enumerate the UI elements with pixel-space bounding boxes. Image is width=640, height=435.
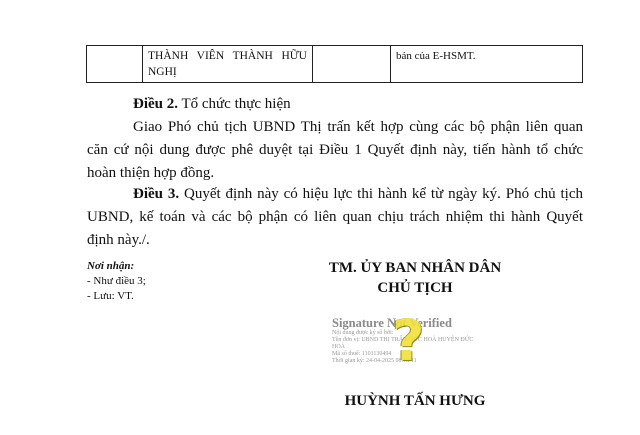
signature-line: Mã số thuế: 1101130494 — [332, 351, 392, 357]
article3-line2: UBND, kế toán và các bộ phận có liên quan chịu trách nhiệm thi hành Quyết — [87, 209, 583, 225]
article3-label: Điều 3. — [133, 186, 180, 202]
signature-line: Nội dung được ký số bởi: — [332, 330, 394, 336]
table-cell-4: bản của E-HSMT. — [396, 50, 476, 62]
table-cell-3 — [313, 46, 391, 82]
signer-title-line1: TM. ỦY BAN NHÂN DÂN — [328, 260, 502, 276]
signature-status: Signature Not Verified — [332, 316, 452, 330]
signer-title-line2: CHỦ TỊCH — [377, 280, 453, 296]
cell-text-line1: THÀNH VIÊN THÀNH HỮU — [148, 50, 307, 62]
signature-line: Thời gian ký: 24-04-2025 08:18:11 — [332, 358, 417, 364]
article2-line3: hoàn thiện hợp đồng. — [87, 165, 215, 181]
article2-line2: căn cứ nội dung được phê duyệt tại Điều 1 Quyết định này, tiến hành tổ chức — [87, 142, 583, 158]
table-row — [86, 45, 583, 83]
article3-line3: định này./. — [87, 232, 150, 248]
article3-text: Quyết định này có hiệu lực thi hành kể từ ngày ký. Phó chủ tịch — [179, 186, 583, 202]
article3-line1 — [133, 183, 583, 206]
signature-line: Tên đơn vị: UBND THỊ TRẤN ĐỨC HOÀ HUYỆN ĐỨC — [332, 337, 474, 343]
signature-line: HOÀ — [332, 344, 345, 350]
article2-heading — [133, 93, 291, 116]
recipients-heading: Nơi nhận: — [87, 260, 135, 272]
article2-label: Điều 2. — [133, 96, 178, 112]
article2-line1: Giao Phó chủ tịch UBND Thị trấn kết hợp cùng các bộ phận liên quan — [133, 119, 583, 135]
recipient-item: - Lưu: VT. — [87, 290, 134, 302]
recipients-block — [87, 259, 146, 304]
question-mark-icon: ? — [392, 309, 425, 374]
recipient-item: - Như điều 3; — [87, 275, 146, 287]
table-cell-2 — [143, 46, 313, 82]
cell-text-line2: NGHỊ — [148, 66, 177, 78]
table-cell-1 — [87, 46, 143, 82]
signer-name: HUỲNH TẤN HƯNG — [344, 393, 486, 409]
article2-title: Tổ chức thực hiện — [178, 96, 291, 112]
